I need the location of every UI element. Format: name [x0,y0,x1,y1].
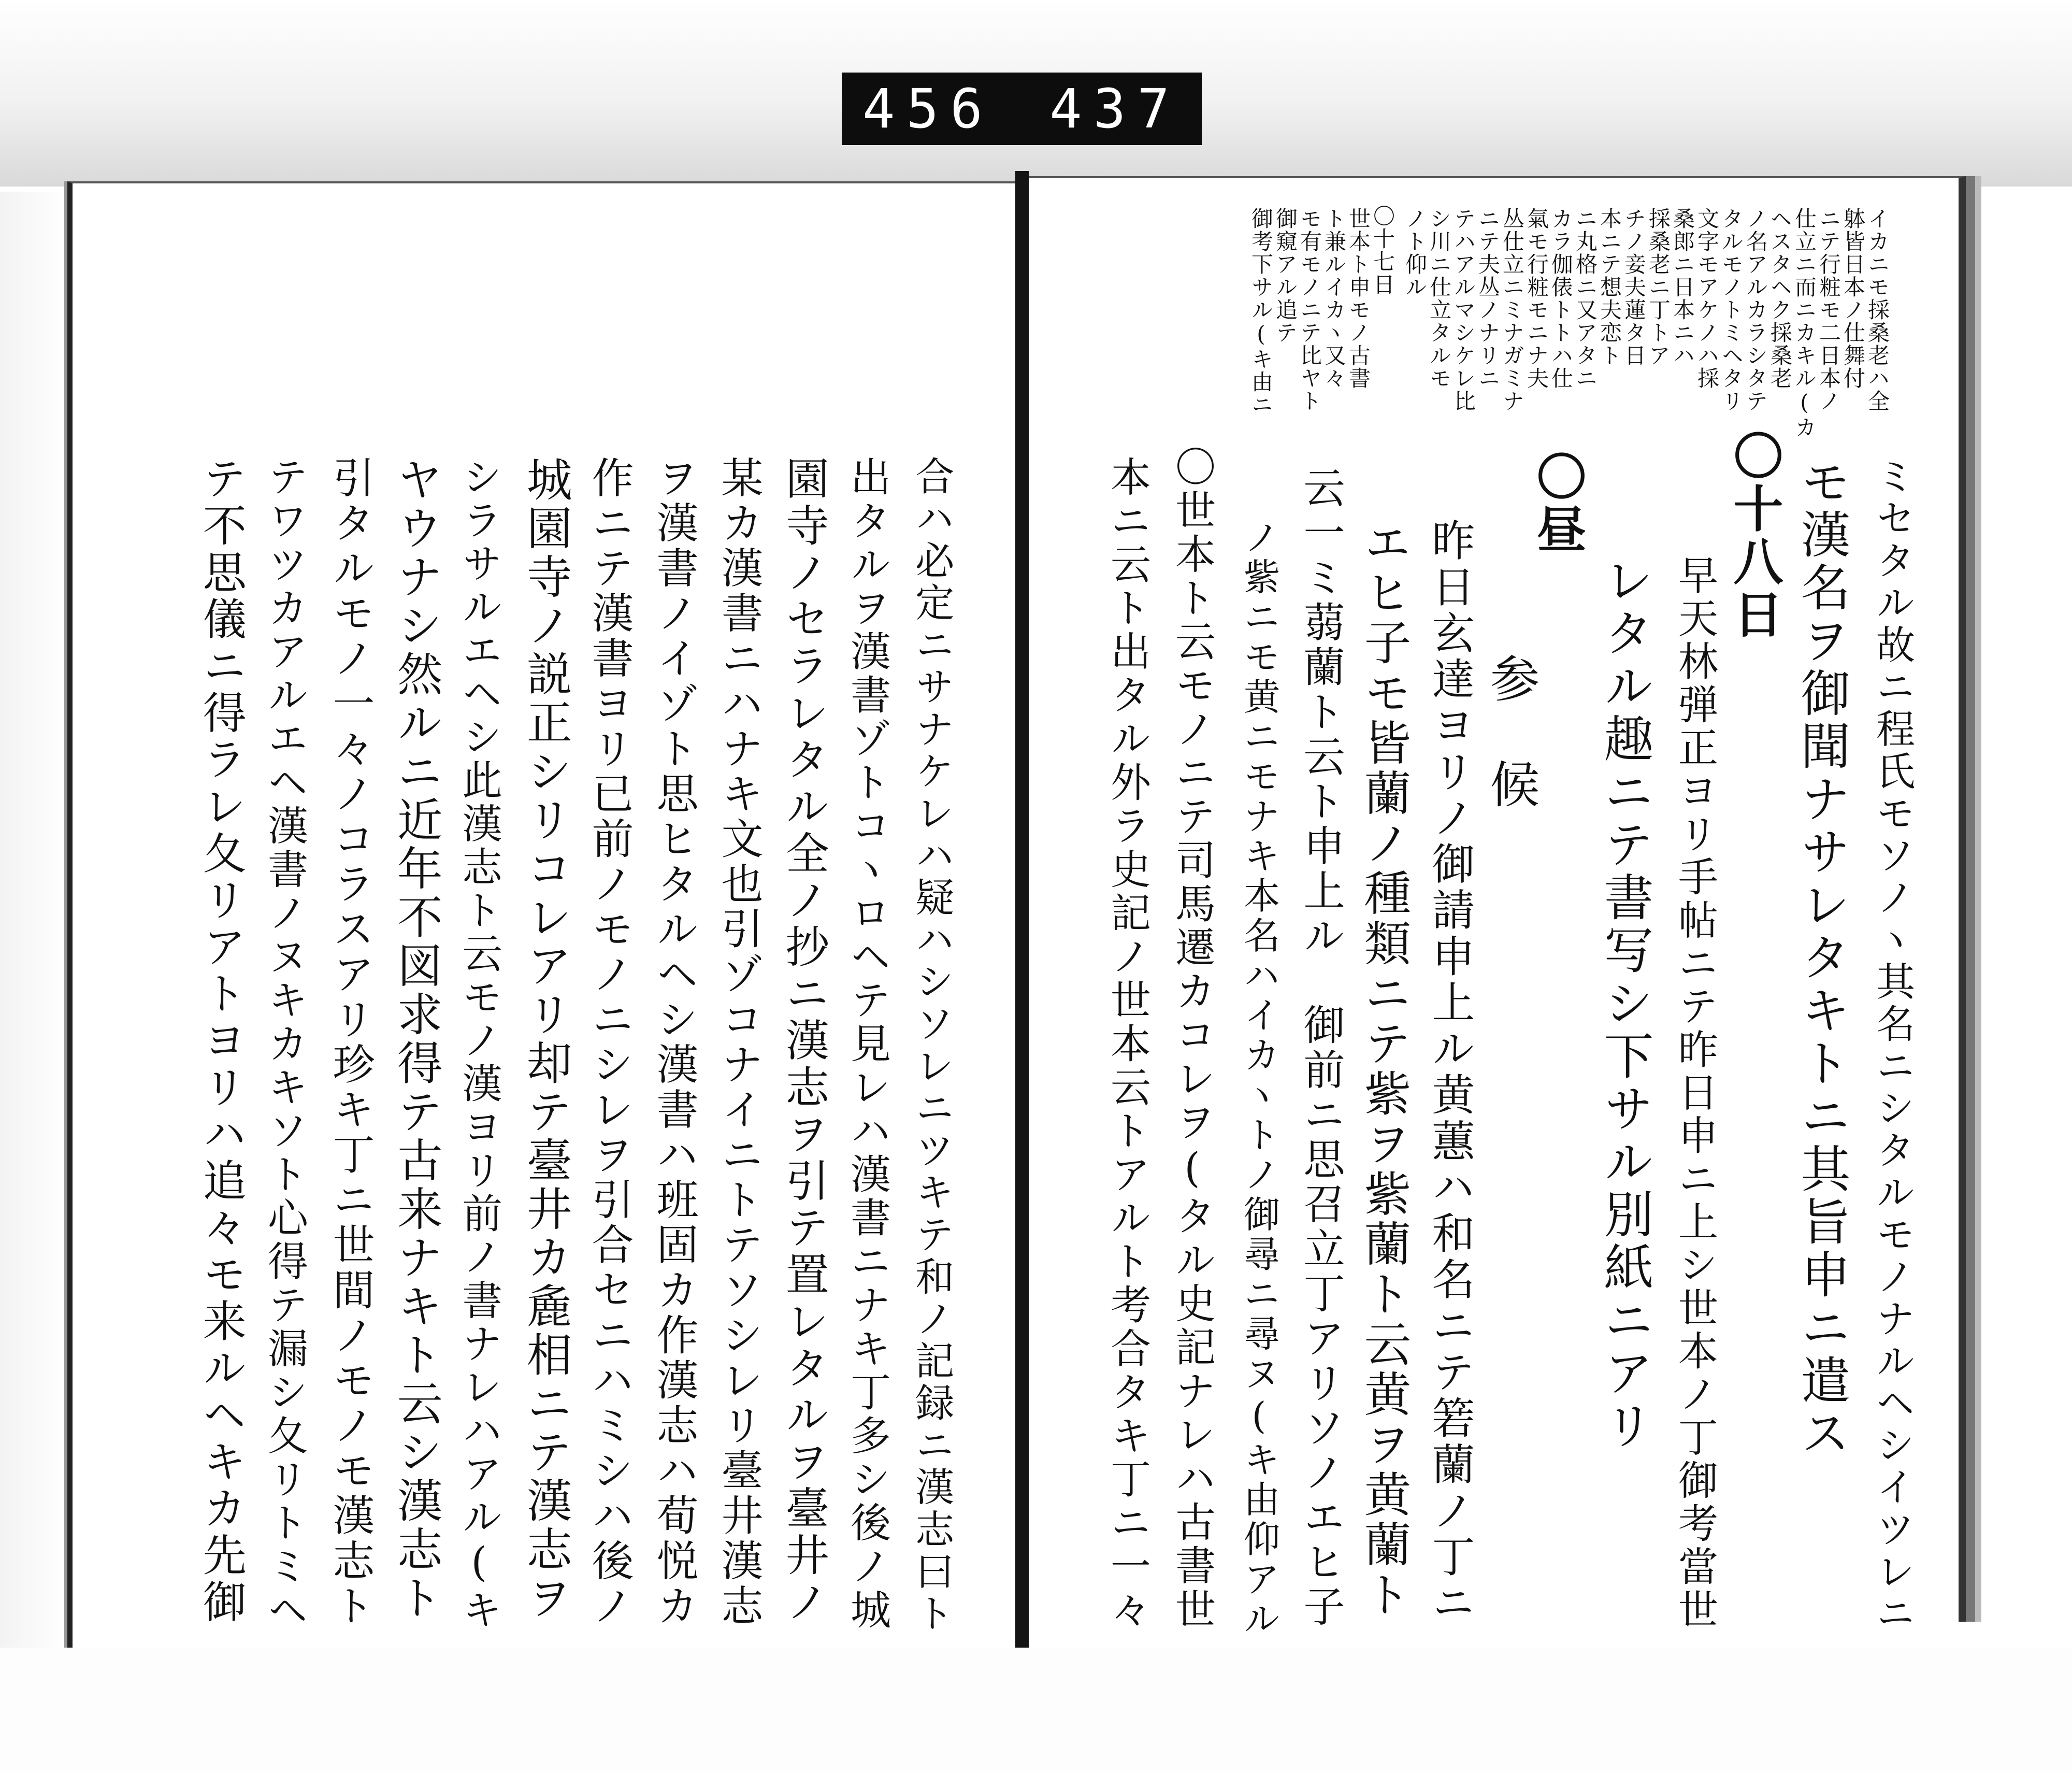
text-column: テ不思儀ニ得ラレ夂リアトヨリハ追々モ来ルヘキカ先御 [196,456,247,1626]
note-line: 躰皆日本ノ仕舞付 [1840,207,1866,390]
label-right-number: 437 [1049,77,1181,140]
archive-label [842,73,1202,145]
text-column: 引タルモノ一々ノコラスアリ珍キ丁ニ世間ノモノモ漢志ト [326,456,375,1629]
note-line: ヘスタヘク採桑老 [1767,207,1793,390]
text-column: 某カ漢書ニハナキ文也引ゾコナイニトテソシレリ臺井漢志 [714,456,764,1629]
note-line: タルモノトミヘタリ [1719,207,1744,412]
text-column: 園寺ノセラレタル全ノ抄ニ漢志ヲ引テ置レタルヲ臺井ノ [779,456,830,1626]
note-line: シ川ニ仕立タルモ [1427,207,1452,390]
text-column: 城園寺ノ説正シリコレアリ却テ臺井カ麁相ニテ漢志ヲ [519,456,573,1623]
text-column: モ漢名ヲ御聞ナサレタキトニ其旨申ニ遣ス [1793,456,1851,1460]
note-line: イカニモ採桑老ハ全 [1865,207,1890,412]
text-column: 作ニテ漢書ヨリ已前ノモノニシレヲ引合セニハミシハ後ノ [585,456,634,1629]
text-column: 出タルヲ漢書ゾトコヽロヘテ見レハ漢書ニナキ丁多シ後ノ城 [844,456,891,1633]
note-line: 氣モ行粧モニナ夫 [1524,207,1549,390]
day-heading: 〇十八日 [1725,430,1784,641]
note-line: 丛仕立ニミナガミナ [1500,207,1525,412]
text-column: 早天林弾正ヨリ手帖ニテ昨日申ニ上シ世本ノ丁御考當世 [1672,554,1718,1632]
lower-background [0,1648,2072,1773]
label-left-number: 456 [862,77,994,140]
text-column: レタル趣ニテ書写シ下サル別紙ニアリ [1596,554,1654,1453]
note-line: カラ伽俵トトハ仕 [1548,207,1574,390]
note-line: ニ丸格ニ又アタニ [1573,207,1598,390]
text-column: 参 候 [1482,653,1540,811]
note-line: 本ニテ想夫恋ト [1597,207,1622,367]
note-line: 御考下サル(キ由ニ [1248,207,1274,416]
text-column: エヒ子モ皆蘭ノ種類ニテ紫ヲ紫蘭ト云黄ヲ黄蘭ト [1356,518,1411,1621]
text-column: 〇世本ト云モノニテ司馬遷カコレヲ(タル史記ナレハ古書世 [1169,446,1216,1632]
left-margin-edge [0,192,67,1773]
note-day-heading: 〇十七日 [1370,205,1395,296]
note-line: ノ名アルカラシタテ [1743,207,1768,412]
note-line: 世本ト申モノ古書 [1346,207,1371,390]
note-line: 桑郎ニ日本ニハ [1670,207,1695,367]
book-spine [1015,171,1029,1773]
note-line: ト兼ルイカヽ又々 [1321,207,1347,390]
text-column: 合ハ必定ニサナケレハ疑ハシソレニツキテ和ノ記録ニ漢志曰ト [909,456,955,1636]
note-line: テハアルマシケレ比 [1451,207,1476,412]
text-column: 昨日玄達ヨリノ御請申上ル黄蕙ハ和名ニテ箬蘭ノ丁ニ [1424,518,1475,1627]
note-line: 御窺アル追テ [1273,207,1298,344]
note-line: 採桑老ニ丁トア [1646,207,1671,367]
text-column: テワツカアルエヘ漢書ノヌキカキソト心得テ漏シ夂リトミヘ [261,456,308,1633]
note-line: 文字モアケノハ採 [1694,207,1720,390]
section-heading: 〇昼 [1529,451,1587,556]
note-line: ノト仰ル [1402,207,1428,298]
note-line: ニテ行粧モ二日本ノ [1816,207,1841,412]
text-column: 云一ミ蒻蘭ト云ト申上ル 御前ニ思召立丁アリソノエヒ子 [1297,466,1345,1630]
note-line: ニテ夫丛ノナリニ [1475,207,1501,390]
text-column: シラサルエヘシ此漢志ト云モノ漢ヨリ前ノ書ナレハアル(キ [455,456,502,1633]
note-line: モ有モノニテ比ヤト [1297,207,1322,412]
note-line: チノ妾夫蓮タ日 [1621,207,1647,367]
note-line: 仕立ニ而ニカキル(カ [1792,207,1817,439]
text-column: 本ニ云ト出タル外ラ史記ノ世本云トアルト考合タキ丁ニ一々 [1104,456,1150,1633]
text-column: ノ紫ニモ黄ニモナキ本名ハイカヽトノ御尋ニ尋ヌ(キ由仰アル [1238,518,1280,1640]
text-column: ヤウナシ然ルニ近年不図求得テ古来ナキト云シ漢志ト [390,456,443,1623]
text-column: ミセタル故ニ程氏モソノヽ其名ニシタルモノナルヘシイツレニ [1869,456,1915,1636]
text-column: ヲ漢書ノイゾト思ヒタルヘシ漢書ハ班固カ作漢志ハ荀悦カ [650,456,699,1629]
